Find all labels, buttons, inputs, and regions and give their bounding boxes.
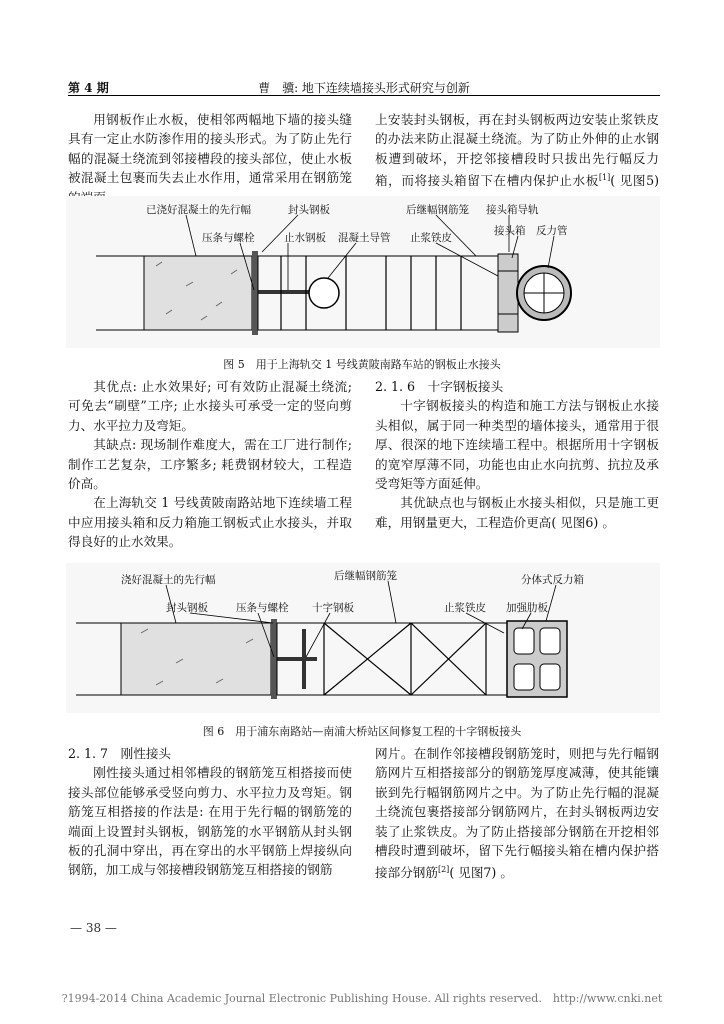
label-stiffener: 加强肋板 bbox=[506, 602, 548, 614]
section-heading: 2. 1. 7 刚性接头 bbox=[68, 746, 172, 761]
running-header bbox=[68, 79, 660, 96]
cross-plate bbox=[277, 657, 317, 661]
figure-5 bbox=[66, 196, 660, 348]
paragraph: 十字钢板接头的构造和施工方法与钢板止水接头相似，属于同一种类型的墙体接头，通常用于很厚、很深的地下连续墙工程中。根据所用十字钢板的宽窄厚薄不同，功能也由止水向抗剪、抗拉及承受弯矩等方面延伸。 bbox=[375, 398, 659, 492]
figure-6 bbox=[66, 563, 660, 713]
issue-number: 第 4 期 bbox=[68, 81, 109, 95]
section-heading: 2. 1. 6 十字钢板接头 bbox=[375, 379, 504, 394]
paragraph: 网片。在制作邻接槽段钢筋笼时，则把与先行幅钢筋网片互相搭接部分的钢筋笼厚度减薄，使其能镶嵌到先行幅钢筋网片之中。为了防止先行幅的混凝土绕流包裹搭接部分钢筋网片，在封头钢板两边安装了止浆铁皮。为了防止搭接部分钢筋在开挖相邻槽段时遭到破坏，留下先行幅接头箱在槽内保护搭接部分钢筋[2]( 见图7) 。 bbox=[375, 746, 659, 881]
paragraph: 其优点: 止水效果好; 可有效防止混凝土绕流; 可免去“刷壁”工序; 止水接头可承受一定的竖向剪力、水平拉力及弯矩。 bbox=[68, 379, 352, 433]
label-poured: 已浇好混凝土的先行幅 bbox=[146, 204, 251, 216]
left-column-bottom bbox=[68, 744, 352, 880]
paragraph: 其缺点: 现场制作难度大，需在工厂进行制作; 制作工艺复杂，工序繁多; 耗费钢材较大，工程造价高。 bbox=[68, 437, 352, 492]
label-box-rail: 接头箱导轨 bbox=[486, 204, 539, 216]
stop-water-plate bbox=[258, 290, 313, 294]
citation-ref: [2] bbox=[437, 865, 450, 875]
label-conc-guide: 混凝土导管 bbox=[338, 232, 391, 244]
citation-ref: [1] bbox=[598, 173, 611, 183]
left-column-middle bbox=[68, 377, 352, 552]
label-poured: 浇好混凝土的先行幅 bbox=[121, 574, 216, 586]
figure-6-caption: 图 6 用于浦东南路站—南浦大桥站区间修复工程的十字钢板接头 bbox=[202, 725, 522, 738]
right-column-middle bbox=[375, 377, 659, 532]
label-cross-plate: 十字钢板 bbox=[312, 602, 354, 614]
poured-concrete-panel bbox=[144, 256, 252, 330]
label-rear-cage: 后继幅钢筋笼 bbox=[406, 204, 469, 216]
paragraph: 在上海轨交 1 号线黄陂南路站地下连续墙工程中应用接头箱和反力箱施工钢板式止水接头，并取得良好的止水效果。 bbox=[68, 495, 352, 550]
label-press-bar: 压条与螺栓 bbox=[202, 232, 255, 244]
right-column-bottom bbox=[375, 744, 659, 883]
end-plate bbox=[252, 251, 258, 335]
label-split-box: 分体式反力箱 bbox=[521, 574, 584, 586]
copyright-footer: ?1994-2014 China Academic Journal Electronic Publishing House. All rights reserved. http://www.cnki.net bbox=[61, 992, 663, 1005]
label-grout-sheet: 止浆铁皮 bbox=[444, 602, 486, 614]
paragraph: 刚性接头通过相邻槽段的钢筋笼互相搭接而使接头部位能够承受竖向剪力、水平拉力及弯矩。钢筋笼互相搭接的作法是: 在用于先行幅的钢筋笼的端面上设置封头钢板，钢筋笼的水平钢筋从封头钢板的孔洞中穿出，再在穿出的水平钢筋上焊接纵向钢筋，加工成与邻接槽段钢筋笼互相搭接的钢筋 bbox=[68, 765, 352, 878]
label-reaction-pipe: 反力管 bbox=[536, 225, 568, 237]
joint-box bbox=[498, 254, 518, 332]
label-end-plate: 封头钢板 bbox=[288, 204, 330, 216]
label-end-plate: 封头钢板 bbox=[166, 602, 208, 614]
label-rear-cage: 后继幅钢筋笼 bbox=[334, 570, 397, 582]
label-grout-sheet: 止浆铁皮 bbox=[410, 232, 452, 244]
figure-5-caption: 图 5 用于上海轨交 1 号线黄陂南路车站的钢板止水接头 bbox=[223, 358, 501, 371]
paragraph: 上安装封头钢板，再在封头钢板两边安装止浆铁皮的办法来防止混凝土绕流。为了防止外伸的止水钢板遭到破坏，开挖邻接槽段时只拔出先行幅反力箱，而将接头箱留下在槽内保护止水板[1]( 见图5) bbox=[375, 112, 660, 189]
paragraph: 其优缺点也与钢板止水接头相似，只是施工更难，用钢量更大，工程造价更高( 见图6) 。 bbox=[375, 495, 659, 530]
paragraph: 用钢板作止水板，使相邻两幅地下墙的接头缝具有一定止水防渗作用的接头形式。为了防止先行幅的混凝土绕流到邻接槽段的接头部位，使止水板被混凝土包裹而失去止水作用，通常采用在钢筋笼 bbox=[68, 112, 352, 186]
label-joint-box: 接头箱 bbox=[494, 225, 526, 237]
running-title: 曹 骥: 地下连续墙接头形式研究与创新 bbox=[258, 81, 470, 95]
label-stop-plate: 止水钢板 bbox=[284, 232, 326, 244]
concrete-guide-pipe bbox=[309, 278, 339, 308]
poured-concrete-panel bbox=[121, 623, 271, 695]
left-column-top bbox=[68, 110, 352, 207]
end-plate bbox=[271, 619, 277, 699]
page-number: — 38 — bbox=[70, 921, 117, 935]
label-press-bar: 压条与螺栓 bbox=[236, 602, 289, 614]
